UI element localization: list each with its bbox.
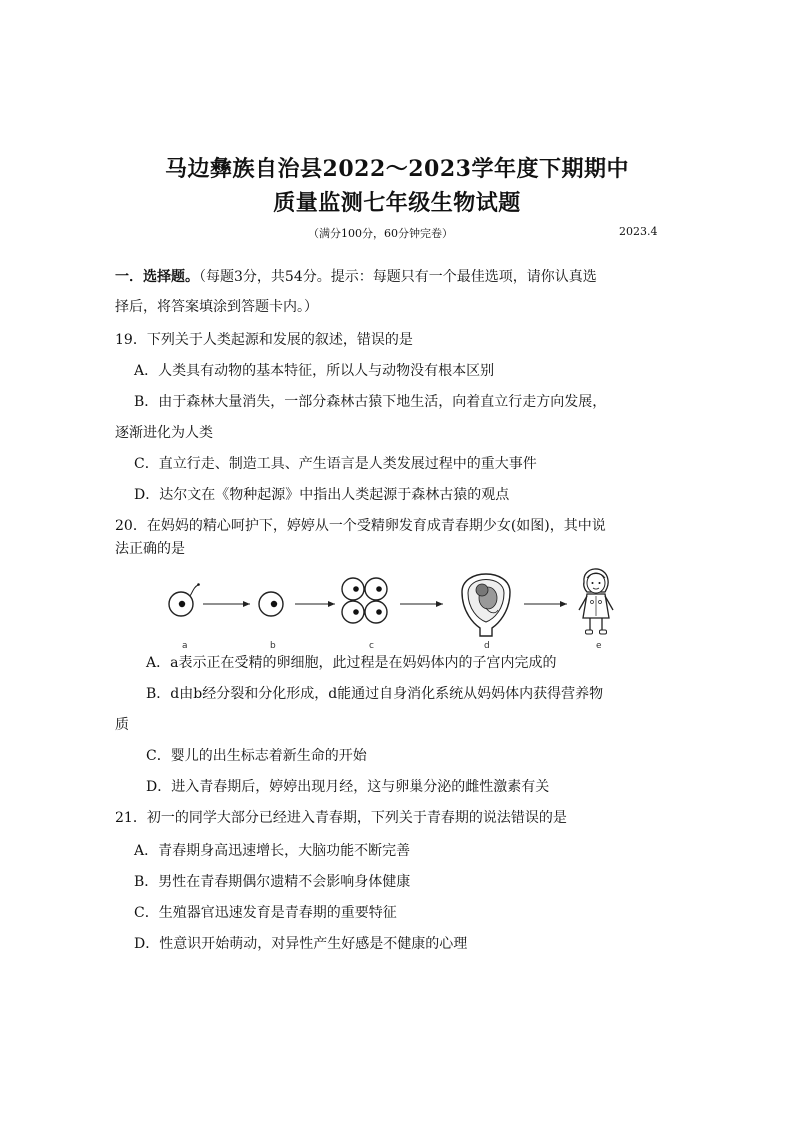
- q20-option-d: D．进入青春期后，婷婷出现月经，这与卵巢分泌的雌性激素有关: [146, 779, 550, 795]
- instruction-line2: 择后，将答案填涂到答题卡内。）: [115, 299, 318, 315]
- q19-option-b-line2: 逐渐进化为人类: [115, 425, 213, 441]
- q21-option-c: C．生殖器官迅速发育是青春期的重要特征: [134, 905, 397, 921]
- q19-option-c: C．直立行走、制造工具、产生语言是人类发展过程中的重大事件: [134, 456, 537, 472]
- development-diagram: [150, 560, 630, 660]
- q21-option-b: B．男性在青春期偶尔遗精不会影响身体健康: [134, 874, 411, 890]
- q21-stem: 21．初一的同学大部分已经进入青春期，下列关于青春期的说法错误的是: [115, 810, 567, 826]
- label-e: e: [596, 641, 602, 651]
- label-b: b: [270, 641, 276, 651]
- q19-option-b-line1: B．由于森林大量消失，一部分森林古猿下地生活，向着直立行走方向发展，: [134, 394, 607, 410]
- cells-c-icon: [342, 578, 387, 623]
- label-c: c: [369, 641, 374, 651]
- section-instructions: [115, 268, 597, 286]
- exam-date: 2023.4: [619, 225, 658, 238]
- q20-option-a: A．a表示正在受精的卵细胞，此过程是在妈妈体内的子宫内完成的: [146, 655, 557, 671]
- q21-option-a: A．青春期身高迅速增长，大脑功能不断完善: [134, 843, 411, 859]
- exam-meta: （满分100分，60分钟完卷）: [308, 227, 453, 240]
- q20-option-c: C．婴儿的出生标志着新生命的开始: [146, 748, 367, 764]
- zygote-a-icon: [169, 583, 200, 616]
- fetus-uterus-d-icon: [462, 574, 510, 636]
- q20-option-b-line2: 质: [115, 717, 129, 733]
- label-a: a: [182, 641, 188, 651]
- girl-e-icon: [579, 569, 613, 634]
- q19-option-a: A．人类具有动物的基本特征，所以人与动物没有根本区别: [134, 363, 495, 379]
- cell-b-icon: [259, 592, 283, 616]
- q20-stem-line2: 法正确的是: [115, 541, 185, 557]
- section-heading: 一．选择题。: [115, 269, 199, 285]
- instruction-line1: （每题3分，共54分。提示：每题只有一个最佳选项，请你认真选: [199, 269, 597, 285]
- q20-stem-line1: 20．在妈妈的精心呵护下，婷婷从一个受精卵发育成青春期少女(如图)，其中说: [115, 518, 606, 534]
- q21-option-d: D．性意识开始萌动，对异性产生好感是不健康的心理: [134, 936, 468, 952]
- page-title-line1: 马边彝族自治县2022～2023学年度下期期中: [165, 156, 629, 182]
- q19-stem: 19．下列关于人类起源和发展的叙述，错误的是: [115, 332, 413, 348]
- page-title-line2: 质量监测七年级生物试题: [273, 190, 521, 216]
- q20-option-b-line1: B．d由b经分裂和分化形成，d能通过自身消化系统从妈妈体内获得营养物: [146, 686, 604, 702]
- label-d: d: [484, 641, 490, 651]
- q19-option-d: D．达尔文在《物种起源》中指出人类起源于森林古猿的观点: [134, 487, 510, 503]
